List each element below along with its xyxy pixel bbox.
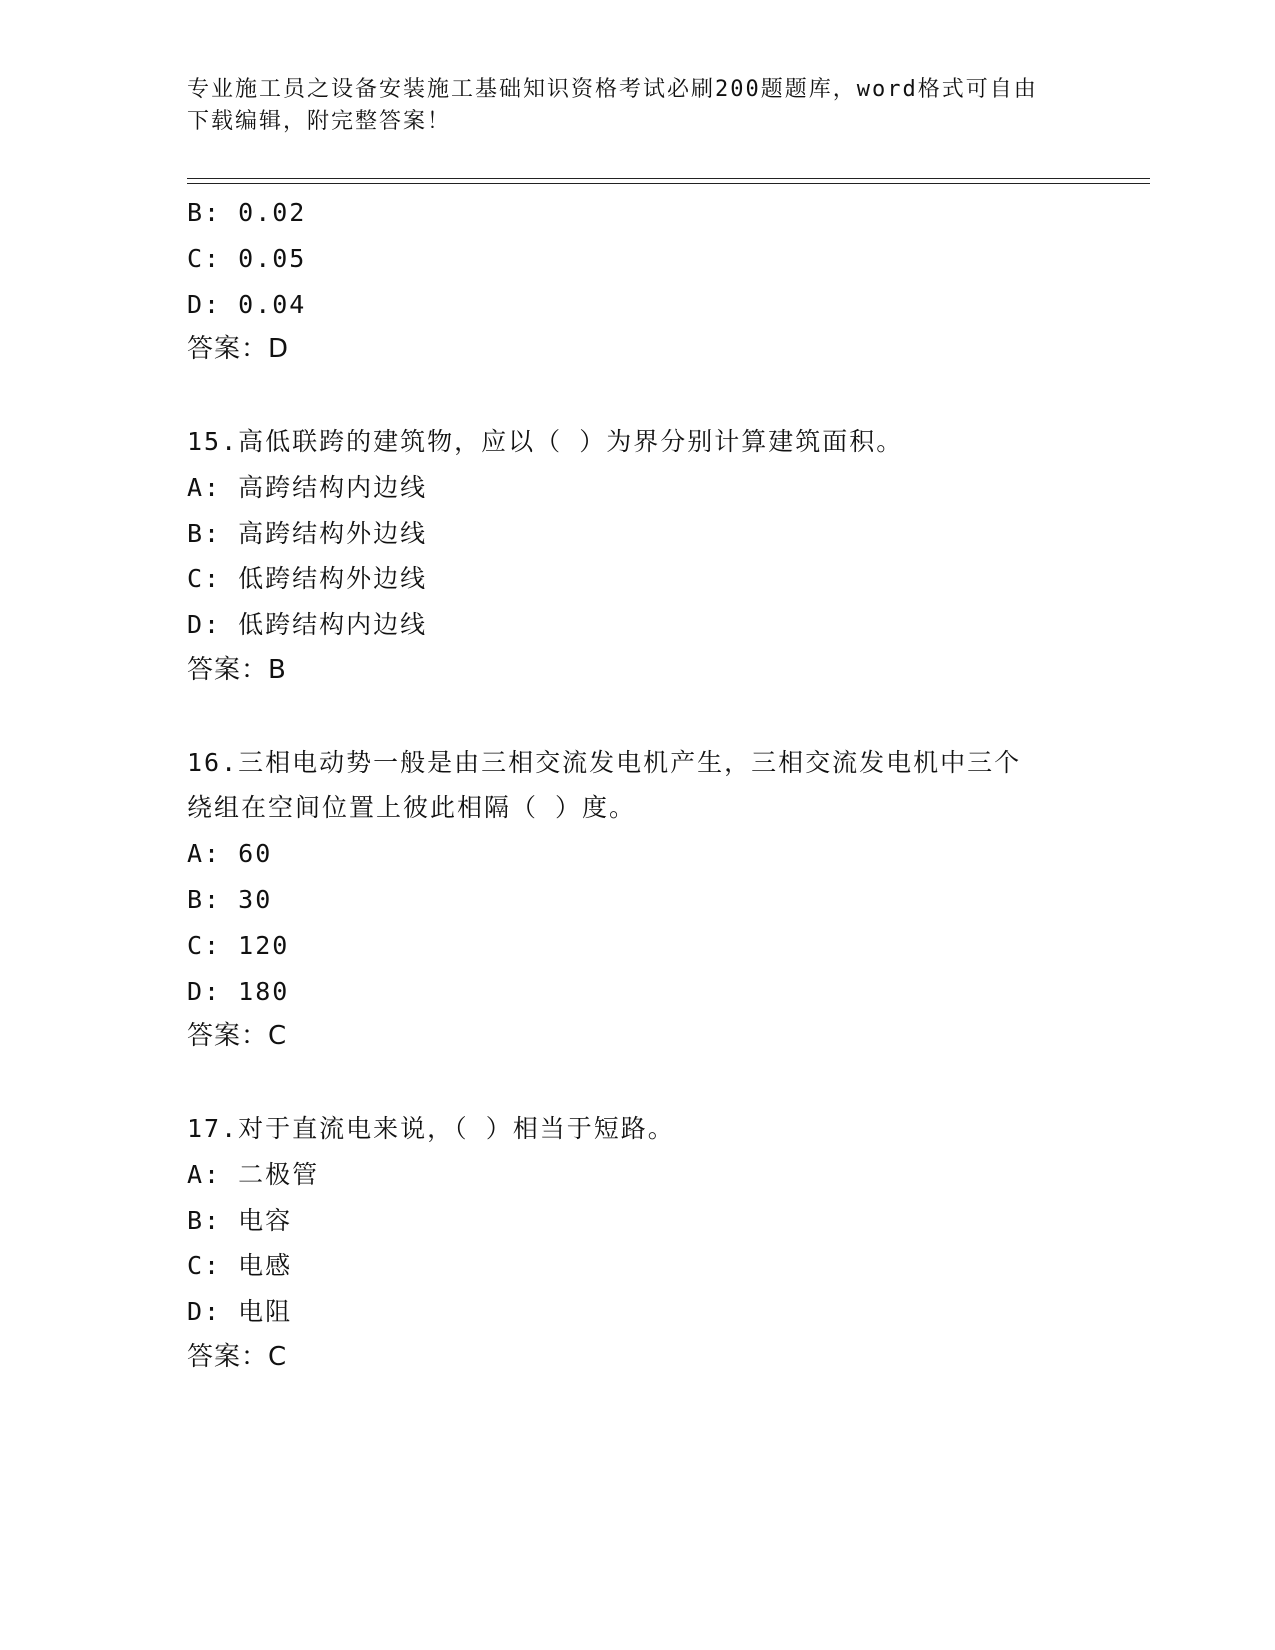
answer-line: 答案：C	[187, 1341, 288, 1372]
document-header	[187, 74, 1067, 138]
option-d: D: 0.04	[187, 289, 307, 319]
option-c: C: 120	[187, 930, 290, 960]
header-line-1: 专业施工员之设备安装施工基础知识资格考试必刷200题题库，word格式可自由	[187, 77, 1038, 102]
question-17	[187, 1106, 1087, 1381]
answer-line: 答案：C	[187, 1021, 288, 1052]
question-15	[187, 419, 1087, 694]
option-c: C: 0.05	[187, 243, 307, 273]
option-b: B: 电容	[187, 1205, 293, 1235]
option-d: D: 低跨结构内边线	[187, 610, 428, 640]
spacer	[187, 373, 1087, 419]
question-stem-line-1: 16.三相电动势一般是由三相交流发电机产生，三相交流发电机中三个	[187, 747, 1022, 777]
option-d: D: 电阻	[187, 1297, 293, 1327]
question-14-continued	[187, 190, 1087, 373]
spacer	[187, 694, 1087, 740]
question-stem: 17.对于直流电来说，（ ）相当于短路。	[187, 1113, 675, 1143]
question-stem: 15.高低联跨的建筑物，应以（ ）为界分别计算建筑面积。	[187, 426, 904, 456]
option-b: B: 30	[187, 884, 273, 914]
question-list	[187, 190, 1087, 1381]
option-c: C: 电感	[187, 1251, 293, 1281]
answer-line: 答案：D	[187, 334, 290, 365]
header-line-2: 下载编辑，附完整答案！	[187, 109, 452, 134]
header-divider-bottom	[187, 183, 1150, 184]
option-a: A: 二极管	[187, 1159, 320, 1189]
answer-line: 答案：B	[187, 654, 287, 685]
option-b: B: 0.02	[187, 198, 307, 227]
option-c: C: 低跨结构外边线	[187, 564, 428, 594]
option-a: A: 60	[187, 839, 273, 869]
question-stem-line-2: 绕组在空间位置上彼此相隔（ ）度。	[187, 793, 637, 823]
option-b: B: 高跨结构外边线	[187, 518, 428, 548]
header-divider-top	[187, 178, 1150, 179]
option-d: D: 180	[187, 976, 290, 1006]
option-a: A: 高跨结构内边线	[187, 472, 428, 502]
spacer	[187, 1060, 1087, 1106]
question-16	[187, 740, 1087, 1061]
